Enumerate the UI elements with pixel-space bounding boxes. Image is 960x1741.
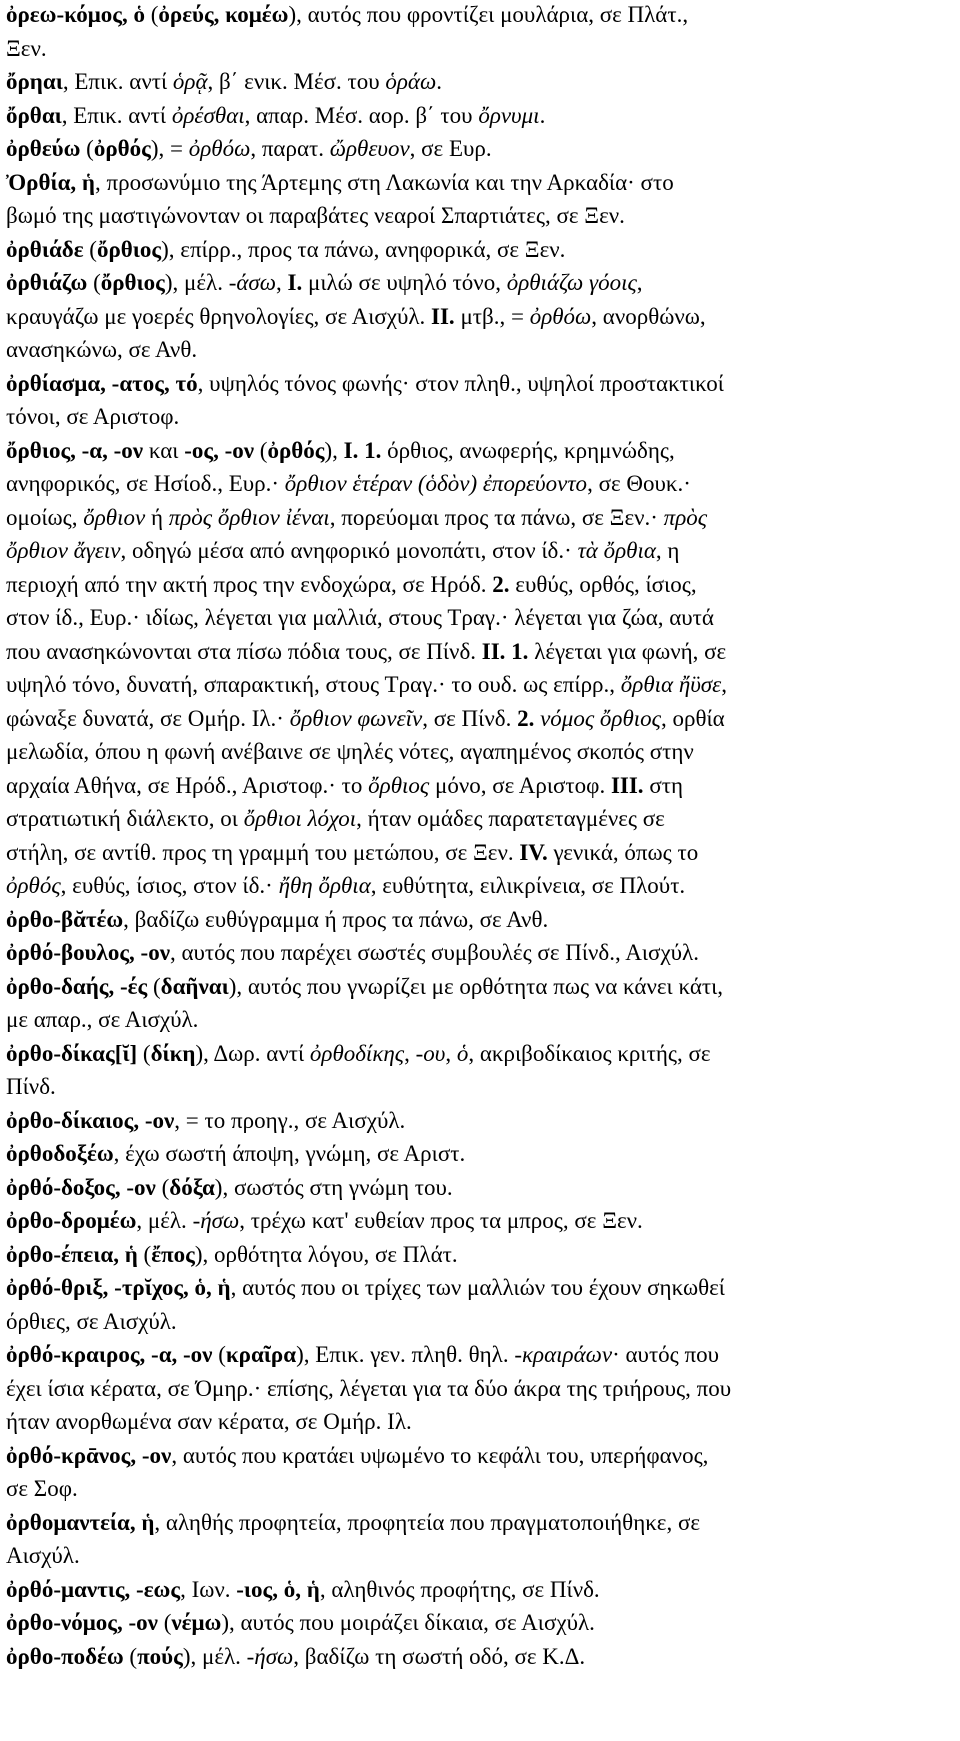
text-run: που ανασηκώνονται στα πίσω πόδια τους, σε Πίνδ. — [6, 638, 482, 664]
text-run: ), ορθότητα λόγου, σε Πλάτ. — [194, 1241, 458, 1267]
text-run: , σε Πίνδ. — [422, 705, 518, 731]
headword-text: πούς — [137, 1643, 183, 1669]
headword-text: ὀρθό-δοξος, -ον — [6, 1174, 156, 1200]
text-run: , — [721, 672, 727, 697]
headword-text: ὀρθός — [267, 437, 325, 463]
italic-text: ὄρνυμι — [478, 102, 540, 128]
text-run: φώναξε δυνατά, σε Ομήρ. Ιλ.· — [6, 705, 290, 731]
italic-text: ὁ — [456, 1040, 469, 1066]
text-run: έχει ίσια κέρατα, σε Όμηρ.· επίσης, λέγεται για τα δύο άκρα της τριήρους, που — [6, 1375, 732, 1401]
entry-line — [6, 1474, 78, 1503]
text-run: ), μέλ. — [182, 1643, 247, 1669]
text-run: , Επικ. αντί — [61, 102, 172, 128]
entry-line — [6, 1642, 585, 1671]
text-run: μιλώ σε υψηλό τόνο, — [302, 270, 507, 295]
text-run: ), μέλ. — [164, 270, 229, 295]
entry-line — [6, 1407, 412, 1436]
entry-line — [6, 905, 548, 934]
text-run: , — [276, 270, 288, 295]
text-run: , Ιων. — [180, 1576, 237, 1602]
italic-text: ὤρθευον — [329, 136, 410, 161]
headword-text: I. 1. — [343, 437, 382, 463]
entry-line — [6, 436, 675, 465]
text-run: , = το προηγ., σε Αισχύλ. — [174, 1107, 406, 1133]
italic-text: ὄρθιον — [83, 504, 146, 530]
text-run: ( — [137, 1040, 151, 1066]
entry-line — [6, 670, 727, 699]
text-run: Αισχύλ. — [6, 1543, 80, 1568]
italic-text: ὀρθοδίκης — [309, 1040, 405, 1066]
entry-line — [6, 1139, 465, 1168]
entry-line — [6, 1005, 198, 1034]
text-run: λέγεται για φωνή, σε — [528, 638, 727, 664]
headword-text: ὄρθαι — [6, 102, 62, 128]
italic-text: ὄρθια ἤϋσε — [620, 672, 722, 697]
headword-text: ὀρθο-δαής, -ές — [6, 973, 148, 999]
text-run: και — [143, 437, 185, 463]
italic-text: -κραιράων — [514, 1342, 613, 1367]
entry-line — [6, 1608, 595, 1637]
text-run: ομοίως, — [6, 504, 84, 530]
text-run: Ξεν. — [6, 35, 47, 61]
headword-text: ὀρθό-βουλος, -ον — [6, 940, 170, 965]
text-run: , παρατ. — [250, 136, 330, 161]
text-run: , αυτός που οι τρίχες των μαλλιών του έχουν σηκωθεί — [230, 1275, 725, 1300]
text-run: , Επικ. αντί — [62, 69, 173, 94]
entry-line — [6, 469, 691, 498]
text-run: , αληθινός προφήτης, σε Πίνδ. — [319, 1576, 600, 1602]
entry-line — [6, 704, 725, 733]
italic-text: ἤθη ὄρθια — [278, 873, 371, 898]
text-run: ( — [157, 1610, 172, 1635]
text-run: , ανορθώνω, — [591, 303, 706, 329]
italic-text: ὀρθόω — [529, 303, 592, 329]
text-run: , πορεύομαι προς τα πάνω, σε Ξεν.· — [329, 504, 664, 530]
text-run: , — [445, 1040, 457, 1066]
text-run: . — [539, 102, 546, 128]
entry-line — [6, 804, 665, 833]
headword-text: ὀρθιάδε — [6, 236, 84, 262]
text-run: ( — [144, 2, 159, 27]
text-run: τόνοι, σε Αριστοφ. — [6, 404, 180, 429]
text-run: , αυτός που παρέχει σωστές συμβουλές σε Πίνδ., Αισχύλ. — [169, 940, 699, 965]
entry-line — [6, 34, 47, 63]
entry-line — [6, 1340, 719, 1369]
headword-text: Ὀρθία, ἡ — [6, 169, 95, 195]
headword-text: -ος, -ον — [184, 437, 255, 463]
italic-text: ὁρᾷ — [172, 69, 208, 94]
text-run: , μέλ. — [136, 1208, 193, 1233]
text-run: . — [436, 69, 442, 94]
text-run: στήλη, σε αντίθ. προς τη γραμμή του μετώπου, σε Ξεν. — [6, 839, 520, 865]
italic-text: ὄρθιος — [368, 772, 430, 798]
text-run: ( — [137, 1241, 152, 1267]
headword-text: ὀρθο-νόμος, -ον — [6, 1610, 158, 1635]
entry-line — [6, 1206, 643, 1235]
text-run: όρθιες, σε Αισχύλ. — [6, 1308, 177, 1334]
text-run: ( — [155, 1174, 170, 1200]
entry-line — [6, 1072, 56, 1101]
entry-line — [6, 268, 643, 297]
headword-text: ὀρθο-βᾰτέω — [6, 906, 124, 932]
headword-text: ὀρθιάζω — [6, 270, 88, 295]
text-run: ( — [212, 1342, 226, 1367]
entry-line — [6, 838, 698, 867]
headword-text: δαῆναι — [160, 973, 229, 999]
text-run: , τρέχω κατ' ευθείαν προς τα μπρος, σε Ξεν. — [239, 1208, 643, 1233]
entry-line — [6, 369, 724, 398]
headword-text: -ιος, ὁ, ἡ — [236, 1576, 320, 1602]
text-run: , ευθύς, ίσιος, στον ίδ.· — [60, 873, 279, 898]
text-run: βωμό της μαστιγώνονταν οι παραβάτες νεαροί Σπαρτιάτες, σε Ξεν. — [6, 203, 625, 228]
text-run: , αυτός που κρατάει υψωμένο το κεφάλι του, υπερήφανος, — [171, 1442, 709, 1468]
entry-line — [6, 603, 714, 632]
headword-text: ὀρθό-μαντις, -εως — [6, 1576, 181, 1602]
entry-line — [6, 101, 545, 130]
entry-line — [6, 1307, 177, 1336]
entry-line — [6, 972, 723, 1001]
text-run: μόνο, σε Αριστοφ. — [429, 772, 611, 798]
text-run: ( — [83, 236, 97, 262]
text-run: μελωδία, όπου η φωνή ανέβαινε σε ψηλές νότες, αγαπημένος σκοπός στην — [6, 739, 694, 764]
headword-text: ὀρθομαντεία, ἡ — [6, 1509, 155, 1535]
headword-text: 2. — [517, 705, 535, 731]
entry-line — [6, 1441, 708, 1470]
headword-text: II. 1. — [481, 638, 529, 664]
entry-line — [6, 1575, 600, 1604]
text-run: ), Δωρ. αντί — [195, 1040, 310, 1066]
entry-line — [6, 637, 726, 666]
entry-line — [6, 1173, 453, 1202]
headword-text: ὀρθεύω — [6, 136, 81, 161]
headword-text: ὀρθο-δρομέω — [6, 1208, 137, 1233]
text-run: ), αυτός που μοιράζει δίκαια, σε Αισχύλ. — [221, 1610, 595, 1635]
italic-text: νόμος ὄρθιος — [540, 705, 661, 731]
entry-line — [6, 134, 492, 163]
text-run: ή — [145, 504, 169, 530]
text-run: υψηλό τόνο, δυνατή, σπαρακτική, στους Τραγ.· το ουδ. ως επίρρ., — [6, 672, 621, 697]
text-run: , — [636, 270, 643, 295]
text-run: , προσωνύμιο της Άρτεμης στη Λακωνία και την Αρκαδία· στο — [94, 169, 674, 195]
text-run: μτβ., = — [454, 303, 530, 329]
text-run: , υψηλός τόνος φωνής· στον πληθ., υψηλοί προστακτικοί — [197, 370, 724, 396]
text-run: ), — [324, 437, 344, 463]
headword-text: IV. — [519, 839, 548, 865]
text-run: ), Επικ. γεν. πληθ. θηλ. — [296, 1342, 515, 1367]
text-run: ), σωστός στη γνώμη του. — [214, 1174, 453, 1200]
headword-text: 2. — [492, 571, 510, 597]
text-run: , σε Ευρ. — [409, 136, 492, 161]
headword-text: ἔπος — [151, 1241, 195, 1267]
headword-text: ὀρθός — [93, 136, 151, 161]
text-run: όρθιος, ανωφερής, κρημνώδης, — [381, 437, 675, 463]
entry-line — [6, 1374, 731, 1403]
text-run: , ευθύτητα, ειλικρίνεια, σε Πλούτ. — [370, 873, 686, 898]
text-run: με απαρ., σε Αισχύλ. — [6, 1007, 199, 1032]
italic-text: ὄρθιον ἄγειν — [6, 538, 121, 563]
headword-text: κραῖρα — [225, 1342, 297, 1367]
italic-text: ὀρέσθαι — [171, 102, 245, 128]
text-run: , έχω σωστή άποψη, γνώμη, σε Αριστ. — [113, 1141, 466, 1166]
text-run: ( — [123, 1643, 138, 1669]
entry-line — [6, 1273, 725, 1302]
text-run: ανηφορικός, σε Ησίοδ., Ευρ.· — [6, 471, 285, 496]
entry-line — [6, 201, 625, 230]
text-run: ( — [254, 437, 268, 463]
text-run: ευθύς, ορθός, ίσιος, — [509, 571, 697, 597]
headword-text: ὄρθιος, -α, -ον — [6, 437, 144, 463]
headword-text: ὀρθοδοξέω — [6, 1141, 114, 1166]
text-run: , βαδίζω ευθύγραμμα ή προς τα πάνω, σε Ανθ. — [123, 906, 549, 932]
headword-text: ὀρεύς, κομέω — [158, 2, 289, 27]
entry-line — [6, 67, 442, 96]
entry-line — [6, 0, 688, 29]
headword-text: νέμω — [171, 1610, 222, 1635]
headword-text: δόξα — [169, 1174, 215, 1200]
text-run: , ορθία — [661, 705, 725, 731]
italic-text: -ήσω — [246, 1643, 294, 1669]
entry-line — [6, 871, 685, 900]
text-run: στον ίδ., Ευρ.· ιδίως, λέγεται για μαλλιά, στους Τραγ.· λέγεται για ζώα, αυτά — [6, 605, 714, 630]
italic-text: ὁράω — [385, 69, 437, 94]
headword-text: I. — [287, 270, 303, 295]
headword-text: ὀρθό-κρᾱνος, -ον — [6, 1442, 172, 1468]
entry-line — [6, 938, 699, 967]
text-run: , αληθής προφητεία, προφητεία που πραγματοποιήθηκε, σε — [154, 1509, 701, 1535]
text-run: , — [404, 1040, 416, 1066]
italic-text: -ου — [415, 1040, 446, 1066]
headword-text: ὀρθο-δίκας[ῐ] — [6, 1040, 138, 1066]
text-run: Πίνδ. — [6, 1074, 56, 1099]
entry-line — [6, 402, 179, 431]
headword-text: δίκη — [150, 1040, 196, 1066]
text-run: , οδηγώ μέσα από ανηφορικό μονοπάτι, στον ίδ.· — [120, 538, 578, 563]
entry-line — [6, 1508, 700, 1537]
entry-line — [6, 536, 679, 565]
text-run: ήταν ανορθωμένα σαν κέρατα, σε Ομήρ. Ιλ. — [6, 1409, 412, 1434]
entry-line — [6, 570, 697, 599]
text-run: , σε Θουκ.· — [587, 471, 691, 496]
text-run: ( — [147, 973, 161, 999]
headword-text: ὀρθο-ποδέω — [6, 1643, 124, 1669]
italic-text: ὀρθιάζω γόοις — [506, 270, 637, 295]
text-run: ), επίρρ., προς τα πάνω, ανηφορικά, σε Ξεν. — [161, 236, 566, 262]
text-run: γενικά, όπως το — [547, 839, 699, 865]
text-run: , ακριβοδίκαιος κριτής, σε — [468, 1040, 711, 1066]
headword-text: ὀρθο-έπεια, ἡ — [6, 1241, 138, 1267]
text-run: στρατιωτική διάλεκτο, οι — [6, 806, 244, 831]
text-run: ), αυτός που φροντίζει μουλάρια, σε Πλάτ., — [288, 2, 689, 27]
headword-text: ὄρθιος — [96, 236, 162, 262]
text-run: , ήταν ομάδες παρατεταγμένες σε — [356, 806, 665, 831]
text-run: ( — [80, 136, 94, 161]
entry-line — [6, 737, 694, 766]
entry-line — [6, 235, 565, 264]
headword-text: ὀρθο-δίκαιος, -ον — [6, 1107, 175, 1133]
italic-text: πρὸς ὄρθιον ἰέναι — [168, 504, 330, 530]
text-run: κραυγάζω με γοερές θρηνολογίες, σε Αισχύλ. — [6, 303, 432, 329]
text-run: στη — [643, 772, 683, 798]
entry-line — [6, 335, 197, 364]
entry-line — [6, 168, 674, 197]
text-run: σε Σοφ. — [6, 1476, 78, 1501]
italic-text: -άσω — [228, 270, 277, 295]
entry-line — [6, 771, 683, 800]
headword-text: ὄρθιος — [100, 270, 165, 295]
headword-text: ὀρθίασμα, -ατος, τό — [6, 370, 198, 396]
entry-line — [6, 1240, 458, 1269]
entry-line — [6, 1541, 80, 1570]
text-run: αρχαία Αθήνα, σε Ηρόδ., Αριστοφ.· το — [6, 772, 369, 798]
text-run: , βαδίζω τη σωστή οδό, σε Κ.Δ. — [293, 1643, 586, 1669]
headword-text: III. — [610, 772, 644, 798]
italic-text: τὰ ὄρθια — [577, 538, 656, 563]
italic-text: ὀρθόω — [188, 136, 251, 161]
entry-line — [6, 302, 706, 331]
headword-text: ὀρθό-θριξ, -τρῐχος, ὁ, ἡ — [6, 1275, 231, 1300]
text-run: ), = — [150, 136, 189, 161]
entry-line — [6, 1106, 405, 1135]
text-run: , απαρ. Μέσ. αορ. β΄ του — [244, 102, 479, 128]
headword-text: ὀρθό-κραιρος, -α, -ον — [6, 1342, 213, 1367]
text-run: ( — [87, 270, 101, 295]
italic-text: ὀρθός — [6, 873, 61, 898]
entry-line — [6, 1039, 711, 1068]
text-run: ), αυτός που γνωρίζει με ορθότητα πως να κάνει κάτι, — [228, 973, 724, 999]
text-run: περιοχή από την ακτή προς την ενδοχώρα, σε Ηρόδ. — [6, 571, 493, 597]
text-run: · αυτός που — [612, 1342, 720, 1367]
italic-text: ὄρθιοι λόχοι — [243, 806, 357, 831]
entry-line — [6, 503, 707, 532]
headword-text: ὀρεω-κόμος, ὁ — [6, 2, 145, 27]
italic-text: ὄρθιον ἑτέραν (ὁδὸν) ἐπορεύοντο — [284, 471, 588, 496]
italic-text: ὄρθιον φωνεῖν — [289, 705, 423, 731]
italic-text: -ήσω — [192, 1208, 240, 1233]
italic-text: πρὸς — [663, 504, 708, 530]
text-run: ανασηκώνω, σε Ανθ. — [6, 337, 198, 362]
headword-text: II. — [431, 303, 455, 329]
text-run: , η — [655, 538, 680, 563]
text-run: , β΄ ενικ. Μέσ. του — [207, 69, 386, 94]
headword-text: ὄρηαι — [6, 69, 63, 94]
